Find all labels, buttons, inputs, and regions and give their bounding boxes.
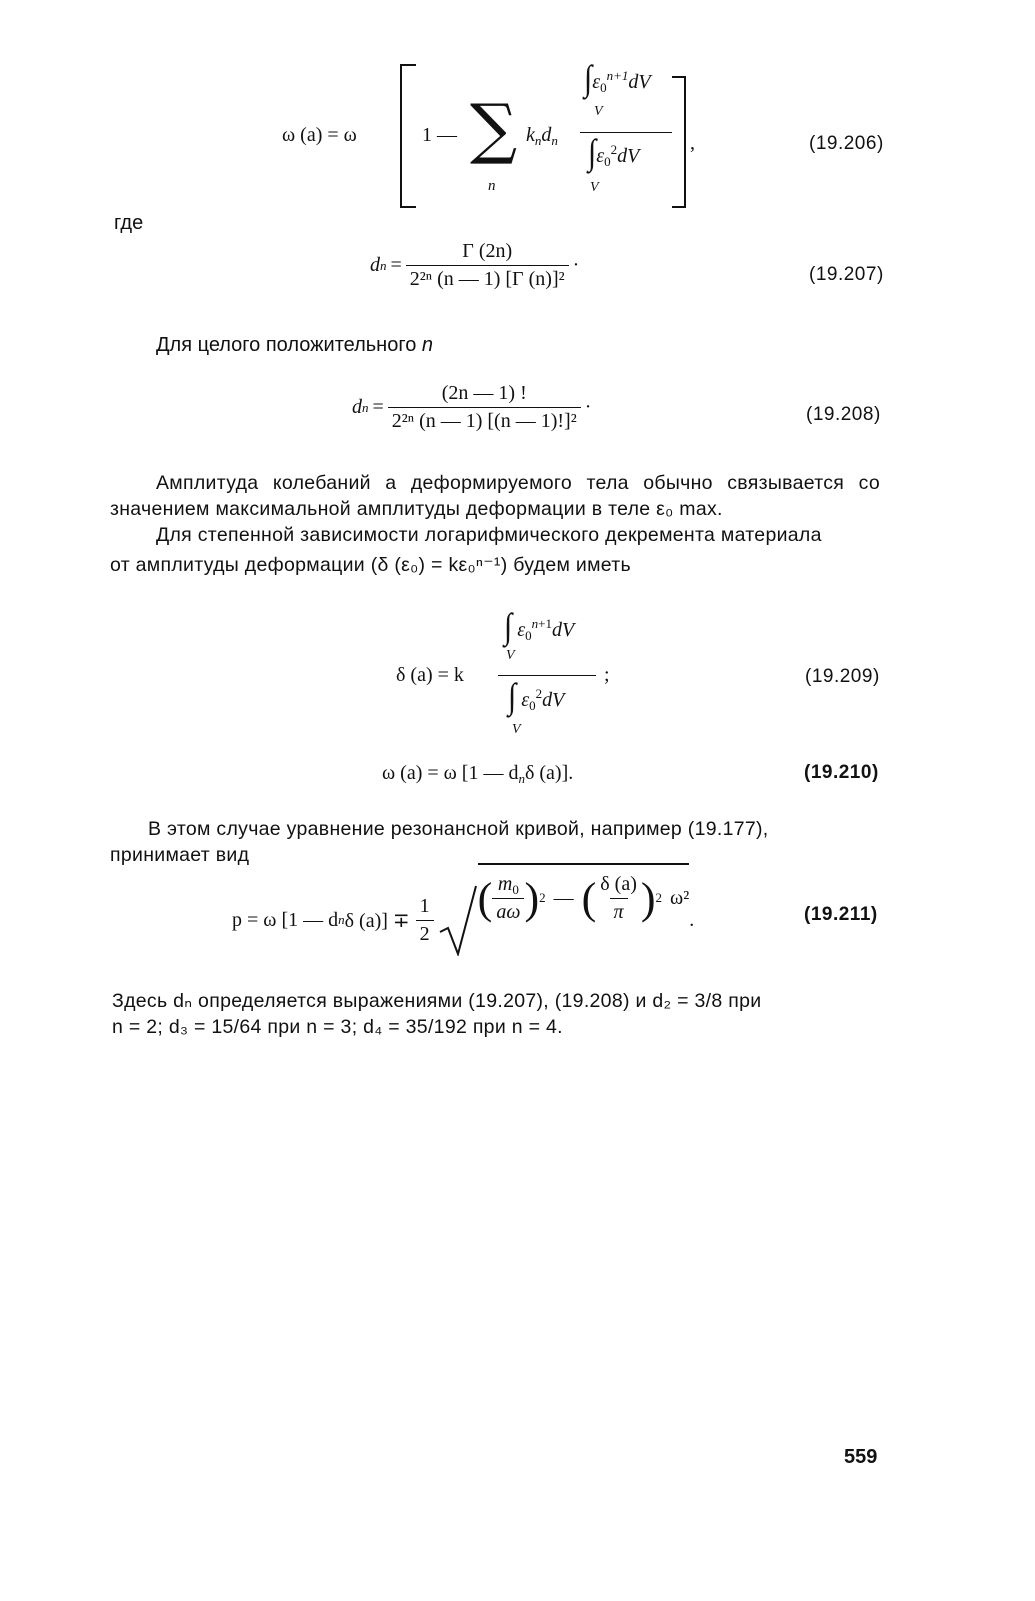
eq207-number: (19.207) <box>809 264 884 285</box>
eq206-left-bracket <box>400 64 416 208</box>
eq206-num-integral: $\int\varepsilon_0^{n+1}dV$ <box>584 58 651 99</box>
eq206-num-domain: V <box>594 104 603 119</box>
paragraph-power-law-2: от амплитуды деформации (δ (ε₀) = kε₀ⁿ⁻¹) будем иметь <box>110 554 631 576</box>
eq206-number: (19.206) <box>809 133 884 154</box>
eq211-number: (19.211) <box>804 904 878 925</box>
eq208-fraction <box>388 382 581 433</box>
eq209-semicolon: ; <box>604 664 610 686</box>
eq206-sum-index: n <box>488 178 496 194</box>
eq210: ω (a) = ω [1 — $d_n\delta$ (a)]. <box>382 762 574 786</box>
eq209-num-domain: V <box>506 648 515 663</box>
eq208-numerator: (2n — 1) ! <box>441 382 527 404</box>
eq206-lhs: ω (a) = ω <box>282 124 357 146</box>
integral-icon: ∫ <box>584 58 593 99</box>
eq209-den-integral: ∫ $\varepsilon_0^2dV$ <box>508 676 565 717</box>
eq206-one-minus: 1 — <box>422 124 457 146</box>
paragraph-amplitude: Амплитуда колебаний a деформируемого тела обычно связывается со значением максимальной амплитуды деформации в теле ε₀ max. <box>110 472 880 520</box>
eq206-right-bracket <box>672 76 686 208</box>
eq206-sigma: ∑ <box>470 90 518 167</box>
where-label: где <box>114 212 144 234</box>
page-number: 559 <box>844 1446 878 1468</box>
paragraph-values-2: n = 2; d₃ = 15/64 при n = 3; d₄ = 35/192 при n = 4. <box>112 1016 563 1038</box>
eq208-number: (19.208) <box>806 404 881 425</box>
eq206-den-integral: $\int\varepsilon_0^2dV$ <box>588 132 640 173</box>
eq209-number: (19.209) <box>805 666 880 687</box>
paragraph-power-law-1: Для степенной зависимости логарифмического декремента материала <box>156 524 822 546</box>
eq206-coef: $k_nd_n$ <box>526 124 558 148</box>
eq209-den-domain: V <box>512 722 521 737</box>
eq206-comma: , <box>690 132 695 154</box>
eq207: d n = $\frac{\Gamma (2n)}{\text{2²ⁿ (n — 1) [Γ (n)]²}}$ · <box>370 240 580 290</box>
eq211-half: $\frac{1}{2}$ <box>416 895 434 946</box>
eq207-numerator: Γ (2n) <box>462 240 513 262</box>
paragraph-values-1: Здесь dₙ определяется выражениями (19.207), (19.208) и d₂ = 3/8 при <box>112 990 762 1012</box>
eq208: d n = $\frac{(2n — 1) !}{\text{2²ⁿ (n — 1) [(n — 1)!]²}}$ · <box>352 382 592 432</box>
eq206-den-domain: V <box>590 180 599 195</box>
eq209-num-integral: ∫ $\varepsilon_0^{n+1}dV$ <box>504 606 575 647</box>
eq210-number: (19.210) <box>804 762 879 783</box>
sqrt-radicand: ( $\frac{m_0}{a\omega}$ ) 2 — ( $\frac{\delta (a)}{\pi}$ ) 2 ω² <box>478 863 690 924</box>
eq209-lhs: δ (a) = k <box>396 664 464 686</box>
paragraph-resonance-1: В этом случае уравнение резонансной кривой, например (19.177), <box>148 818 769 840</box>
positive-n-line: Для целого положительного n <box>156 334 434 356</box>
sqrt-icon <box>438 884 478 956</box>
paragraph-resonance-2: принимает вид <box>110 844 250 866</box>
eq207-denominator: 2²ⁿ (n — 1) [Γ (n)]² <box>406 265 569 291</box>
eq208-denominator: 2²ⁿ (n — 1) [(n — 1)!]² <box>388 407 581 433</box>
eq211: p = ω [1 — d n δ (a)] ∓ $\frac{1}{2}$ ( $\frac{m_0}{a\omega}$ ) 2 — ( $\frac{\delta (a)}{\pi}$ ) 2 ω² . <box>232 880 694 960</box>
eq207-fraction <box>406 240 569 291</box>
